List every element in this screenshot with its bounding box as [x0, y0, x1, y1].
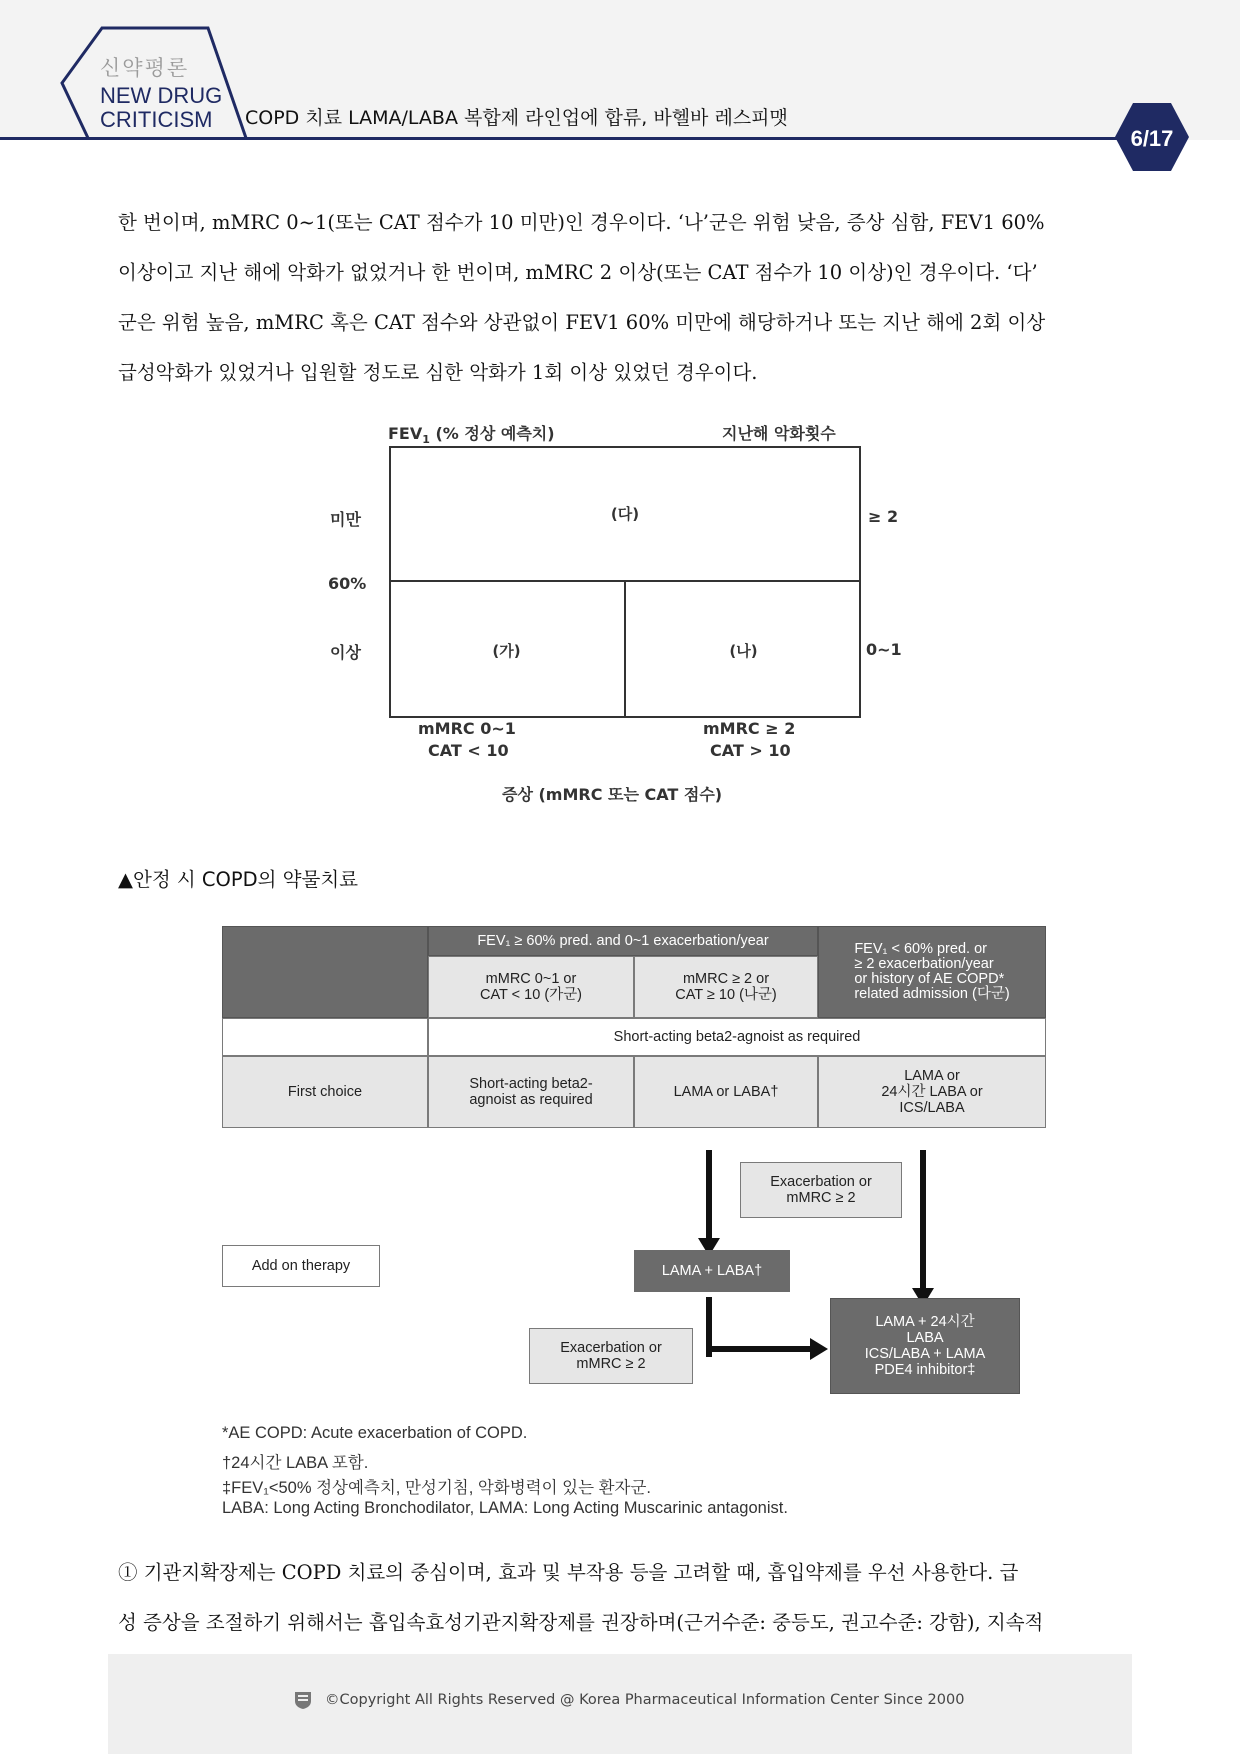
bottom-left-cat: CAT < 10 [428, 741, 509, 760]
text-line: ① 기관지확장제는 COPD 치료의 중심이며, 효과 및 부작용 등을 고려할 때, 흡입약제를 우선 사용한다. 급 [118, 1561, 1019, 1584]
exacerbation-axis-label: 지난해 악화횟수 [722, 424, 836, 443]
lama-laba-box: LAMA + LABA† [634, 1250, 790, 1292]
symptom-axis-label: 증상 (mMRC 또는 CAT 점수) [502, 785, 723, 804]
logo-korean: 신약평론 [100, 56, 190, 80]
left-label-60: 60% [328, 574, 367, 593]
figure-caption: ▲안정 시 COPD의 약물치료 [118, 868, 359, 891]
logo-english: NEW DRUG CRITICISM [100, 83, 223, 132]
left-label-below: 미만 [330, 510, 361, 529]
first-choice-ga: Short-acting beta2- agnoist as required [428, 1056, 634, 1128]
header-group-fev-ge60: FEV₁ ≥ 60% pred. and 0~1 exacerbation/year [428, 926, 818, 956]
text-line: 한 번이며, mMRC 0∼1(또는 CAT 점수가 10 미만)인 경우이다. ‘나’군은 위험 낮음, 증상 심함, FEV1 60% [118, 211, 1045, 234]
page-number: 6/17 [1130, 126, 1174, 151]
footnote-abbreviations: LABA: Long Acting Bronchodilator, LAMA: Long Acting Muscarinic antagonist. [222, 1499, 788, 1517]
footnote-ae-copd: *AE COPD: Acute exacerbation of COPD. [222, 1424, 528, 1442]
arrow-shaft-na [706, 1150, 712, 1240]
text-line: 급성악화가 있었거나 입원할 정도로 심한 악화가 1회 이상 있었던 경우이다. [118, 361, 758, 384]
footnote-fev1: ‡FEV₁<50% 정상예측치, 만성기침, 악화병력이 있는 환자군. [222, 1479, 652, 1497]
left-label-above: 이상 [330, 643, 361, 662]
exacerbation-box-bottom: Exacerbation or mMRC ≥ 2 [529, 1328, 693, 1384]
text-line: 성 증상을 조절하기 위해서는 흡입속효성기관지확장제를 권장하며(근거수준: 중등도, 권고수준: 강함), 지속적 [118, 1611, 1044, 1634]
arrow-shaft-horizontal [706, 1346, 812, 1352]
outro-paragraph [118, 1548, 1122, 1648]
saba-row-blank [222, 1018, 428, 1056]
bottom-right-cat: CAT > 10 [710, 741, 791, 760]
first-choice-na: LAMA or LABA† [634, 1056, 818, 1128]
right-label-high: ≥ 2 [868, 507, 899, 526]
kpic-shield-icon [294, 1690, 312, 1710]
right-label-low: 0~1 [866, 640, 902, 659]
text-line: 군은 위험 높음, mMRC 혹은 CAT 점수와 상관없이 FEV1 60% 미만에 해당하거나 또는 지난 해에 2회 이상 [118, 311, 1046, 334]
arrow-shaft-da [920, 1150, 926, 1290]
group-ga-cell: (가) [492, 641, 521, 660]
header-group-na: mMRC ≥ 2 or CAT ≥ 10 (나군) [634, 956, 818, 1018]
header-blank-cell [222, 926, 428, 1018]
first-choice-da: LAMA or 24시간 LABA or ICS/LABA [818, 1056, 1046, 1128]
header-rule [0, 137, 1120, 140]
header-group-da: FEV₁ < 60% pred. or ≥ 2 exacerbation/year or history of AE COPD* related admission (다군) [818, 926, 1046, 1018]
copyright-text: ©Copyright All Rights Reserved @ Korea Pharmaceutical Information Center Since 2000 [325, 1692, 965, 1708]
group-na-cell: (나) [729, 641, 758, 660]
saba-row: Short-acting beta2-agnoist as required [428, 1018, 1046, 1056]
bottom-left-mmrc: mMRC 0~1 [418, 719, 516, 738]
bottom-right-mmrc: mMRC ≥ 2 [703, 719, 796, 738]
first-choice-label: First choice [222, 1056, 428, 1128]
intro-paragraph [118, 198, 1122, 398]
exacerbation-box-top: Exacerbation or mMRC ≥ 2 [740, 1162, 902, 1218]
group-da-cell: (다) [610, 504, 640, 523]
final-therapy-box: LAMA + 24시간 LABA ICS/LABA + LAMA PDE4 inhibitor‡ [830, 1298, 1020, 1394]
text-line: 이상이고 지난 해에 악화가 없었거나 한 번이며, mMRC 2 이상(또는 CAT 점수가 10 이상)인 경우이다. ‘다’ [118, 261, 1038, 284]
add-on-therapy-box: Add on therapy [222, 1245, 380, 1287]
header-group-ga: mMRC 0~1 or CAT < 10 (가군) [428, 956, 634, 1018]
footnote-24h-laba: †24시간 LABA 포함. [222, 1454, 369, 1472]
fev1-axis-label: $FEV_1$ (% 정상 예측치) [388, 424, 555, 447]
page-title: COPD 치료 LAMA/LABA 복합제 라인업에 합류, 바헬바 레스피맷 [245, 107, 788, 129]
arrow-right-icon [810, 1338, 828, 1360]
